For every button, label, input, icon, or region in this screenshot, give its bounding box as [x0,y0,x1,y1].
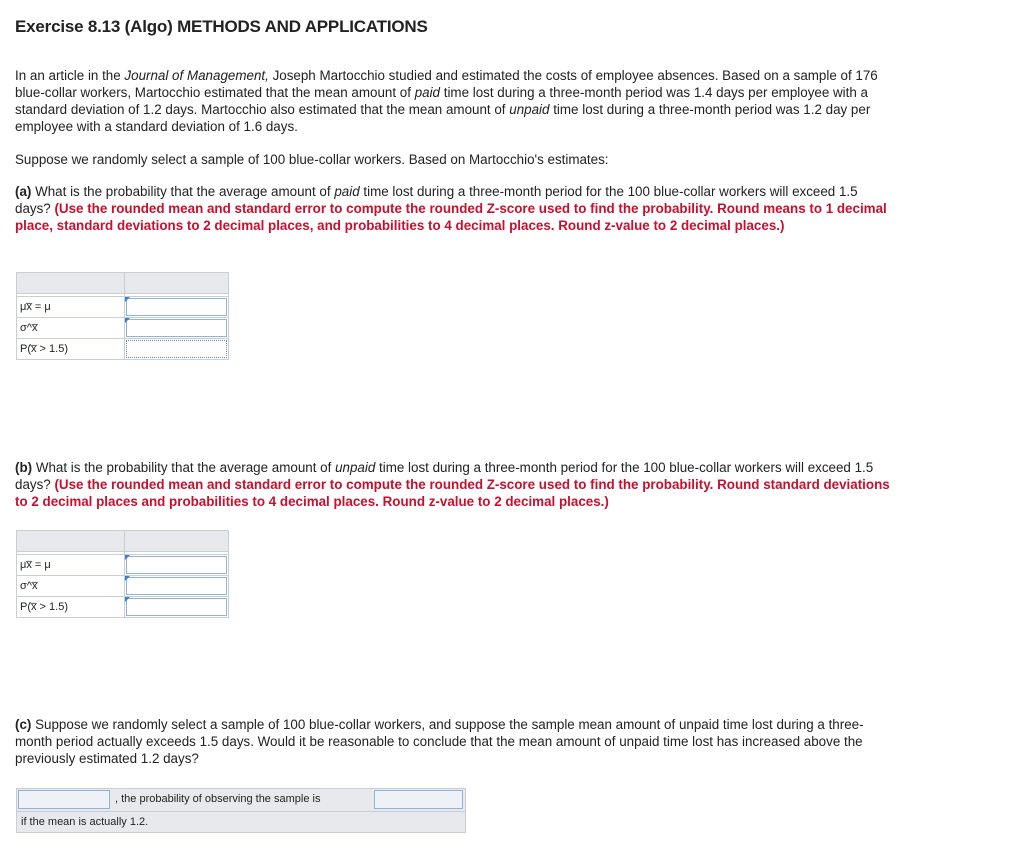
probability-cell [125,597,229,618]
part-c-label: (c) [15,717,32,732]
mid-text: , the probability of observing the sample is [115,793,321,805]
part-a-label: (a) [15,184,32,199]
part-b-answer-table [16,530,229,618]
part-a-text-1: What is the probability that the average amount of [31,184,335,199]
input-marker-icon [125,597,130,602]
part-a-probability-input[interactable] [126,340,227,358]
table-row [17,789,465,811]
part-c-text: Suppose we randomly select a sample of 100 blue-collar workers, and suppose the sample mean amount of unpaid time lost during a three-month period actually exceeds 1.5 days. Would it be reasonable to conclude that the mean amount of unpaid time lost has increased above the previously estimated 1.2 days? [15,717,864,766]
mean-cell [125,297,229,318]
part-b-std-error-input[interactable] [126,577,227,595]
input-marker-icon [125,297,130,302]
table-header-cell [125,531,229,552]
intro-text-3: time lost during a three-month period was 1.4 days per employee with a standard deviation of 1.2 days. Martocchio also estimated that the mean amount of [15,85,868,117]
row-label-std-error: σ^x̅ [17,318,125,339]
probability-cell [125,339,229,360]
intro-paragraph [15,67,895,135]
part-b-instruction: (Use the rounded mean and standard error to compute the rounded Z-score used to find the probability. Round standard deviations to 2 decimal places and probabilities to 4 decimal places. Round z-value to 2 decimal places.) [15,477,890,509]
table-row [17,339,229,360]
suppose-paragraph: Suppose we randomly select a sample of 100 blue-collar workers. Based on Martocchio's estimates: [15,152,609,167]
input-marker-icon [125,555,130,560]
part-b-label: (b) [15,460,33,475]
probability-description-dropdown[interactable] [374,790,463,809]
conclusion-dropdown[interactable] [18,790,110,809]
part-a-text-2: time lost during a three-month period for the 100 blue-collar workers will exceed 1.5 days? [15,184,858,216]
end-text: if the mean is actually 1.2. [21,816,149,828]
part-b-text-1: What is the probability that the average amount of [32,460,336,475]
part-c-answer-table [16,788,466,833]
mean-cell [125,555,229,576]
intro-text-2: Joseph Martocchio studied and estimated the costs of employee absences. Based on a sample of 176 blue-collar workers, Martocchio estimated that the mean amount of [15,68,878,100]
row-label-probability: P(x̅ > 1.5) [17,339,125,360]
row-label-std-error: σ^x̅ [17,576,125,597]
page-title: Exercise 8.13 (Algo) METHODS AND APPLICATIONS [15,17,428,36]
table-header-cell [17,273,125,294]
std-error-cell [125,576,229,597]
part-a-kind: paid [334,184,360,199]
part-a-question [15,183,895,234]
table-row [17,811,465,832]
part-a-answer-table [16,272,229,360]
std-error-cell [125,318,229,339]
table-row [17,318,229,339]
part-b-kind: unpaid [335,460,376,475]
row-label-mean: μx̅ = μ [17,297,125,318]
table-header-cell [125,273,229,294]
part-b-mean-input[interactable] [126,556,227,574]
table-header-cell [17,531,125,552]
part-a-std-error-input[interactable] [126,319,227,337]
part-b-probability-input[interactable] [126,598,227,616]
input-marker-icon [125,576,130,581]
part-a-instruction: (Use the rounded mean and standard error to compute the rounded Z-score used to find the probability. Round means to 1 decimal place, standard deviations to 2 decimal places, and probabilities to 4 decimal places. Round z-value to 2 decimal places.) [15,201,887,233]
table-row [17,555,229,576]
paid-emphasis: paid [414,85,441,100]
table-header-row [17,273,229,294]
intro-text-1: In an article in the [15,68,125,83]
table-row [17,297,229,318]
part-a-mean-input[interactable] [126,298,227,316]
part-c-question [15,716,895,767]
row-label-mean: μx̅ = μ [17,555,125,576]
part-b-text-2: time lost during a three-month period for the 100 blue-collar workers will exceed 1.5 days? [15,460,874,492]
table-header-row [17,531,229,552]
input-marker-icon [125,318,130,323]
journal-name: Journal of Management, [124,68,269,83]
part-b-question [15,459,895,510]
table-row [17,576,229,597]
row-label-probability: P(x̅ > 1.5) [17,597,125,618]
unpaid-emphasis: unpaid [509,102,550,117]
table-row [17,597,229,618]
intro-text-4: time lost during a three-month period was 1.2 day per employee with a standard deviation of 1.6 days. [15,102,871,134]
